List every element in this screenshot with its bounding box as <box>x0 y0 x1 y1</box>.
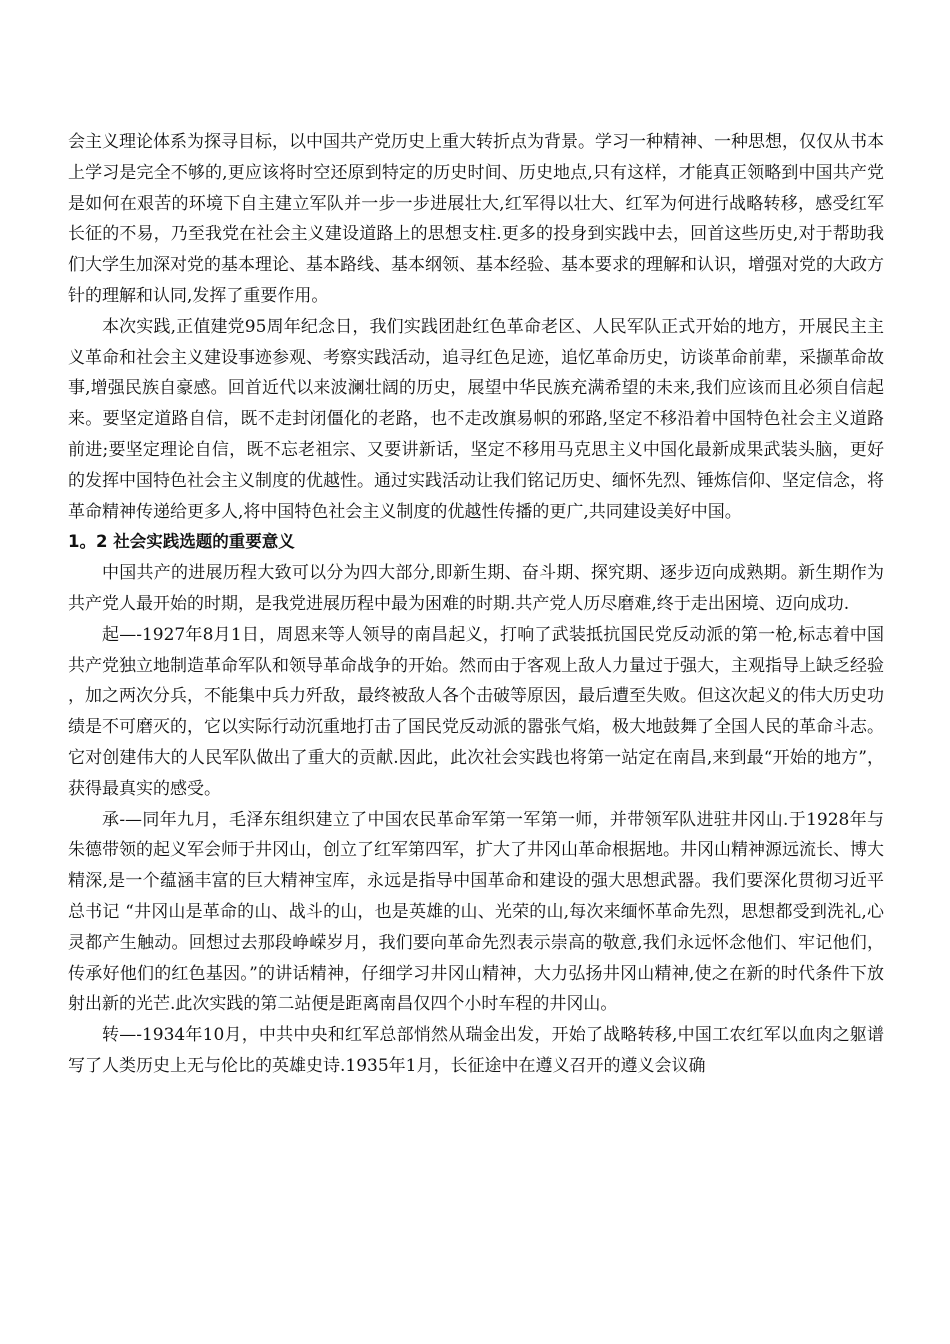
paragraph-long-march: 转—-1934年10月，中共中央和红军总部悄然从瑞金出发，开始了战略转移,中国工农红军以血肉之躯谱写了人类历史上无与伦比的英雄史诗.1935年1月，长征途中在遵义召开的遵义会议确 <box>68 1025 884 1076</box>
section-heading-significance: 1。2 社会实践选题的重要意义 <box>68 532 295 552</box>
paragraph-intro-continued: 会主义理论体系为探寻目标，以中国共产党历史上重大转折点为背景。学习一种精神、一种思想，仅仅从书本上学习是完全不够的,更应该将时空还原到特定的历史时间、历史地点,只有这样，才能真正领略到中国共产党是如何在艰苦的环境下自主建立军队并一步一步进展壮大,红军得以壮大、红军为何进行战略转移，感受红军长征的不易，乃至我党在社会主义建设道路上的思想支柱.更多的投身到实践中去，回首这些历史,对于帮助我们大学生加深对党的基本理论、基本路线、基本纲领、基本经验、基本要求的理解和认识，增强对党的大政方针的理解和认同,发挥了重要作用。 <box>68 132 884 306</box>
paragraph-practice-purpose: 本次实践,正值建党95周年纪念日，我们实践团赴红色革命老区、人民军队正式开始的地方，开展民主主义革命和社会主义建设事迹参观、考察实践活动，追寻红色足迹，追忆革命历史，访谈革命前辈，采撷革命故事,增强民族自豪感。回首近代以来波澜壮阔的历史，展望中华民族充满希望的未来,我们应该而且必须自信起来。要坚定道路自信，既不走封闭僵化的老路，也不走改旗易帜的邪路,坚定不移沿着中国特色社会主义道路前进;要坚定理论自信，既不忘老祖宗、又要讲新话，坚定不移用马克思主义中国化最新成果武装头脑，更好的发挥中国特色社会主义制度的优越性。通过实践活动让我们铭记历史、缅怀先烈、锤炼信仰、坚定信念，将革命精神传递给更多人,将中国特色社会主义制度的优越性传播的更广,共同建设美好中国。 <box>68 316 884 522</box>
document-page <box>68 127 884 1082</box>
paragraph-jinggangshan: 承-—同年九月，毛泽东组织建立了中国农民革命军第一军第一师，并带领军队进驻井冈山.于1928年与朱德带领的起义军会师于井冈山，创立了红军第四军，扩大了井冈山革命根据地。井冈山精神源远流长、博大精深,是一个蕴涵丰富的巨大精神宝库，永远是指导中国革命和建设的强大思想武器。我们要深化贯彻习近平总书记 “井冈山是革命的山、战斗的山，也是英雄的山、光荣的山,每次来缅怀革命先烈，思想都受到洗礼,心灵都产生触动。回想过去那段峥嵘岁月，我们要向革命先烈表示崇高的敬意,我们永远怀念他们、牢记他们，传承好他们的红色基因。”的讲话精神，仔细学习井冈山精神，大力弘扬井冈山精神,使之在新的时代条件下放射出新的光芒.此次实践的第二站便是距离南昌仅四个小时车程的井冈山。 <box>68 809 884 1015</box>
paragraph-nanchang-uprising: 起—-1927年8月1日，周恩来等人领导的南昌起义，打响了武装抵抗国民党反动派的第一枪,标志着中国共产党独立地制造革命军队和领导革命战争的开始。然而由于客观上敌人力量过于强大，主观指导上缺乏经验，加之两次分兵，不能集中兵力歼敌，最终被敌人各个击破等原因，最后遭至失败。但这次起义的伟大历史功绩是不可磨灭的，它以实际行动沉重地打击了国民党反动派的嚣张气焰，极大地鼓舞了全国人民的革命斗志。它对创建伟大的人民军队做出了重大的贡献.因此，此次社会实践也将第一站定在南昌,来到最“开始的地方”，获得最真实的感受。 <box>68 624 884 799</box>
paragraph-party-history-stages: 中国共产的进展历程大致可以分为四大部分,即新生期、奋斗期、探究期、逐步迈向成熟期。新生期作为共产党人最开始的时期，是我党进展历程中最为困难的时期.共产党人历尽磨难,终于走出困境、迈向成功. <box>68 563 884 614</box>
